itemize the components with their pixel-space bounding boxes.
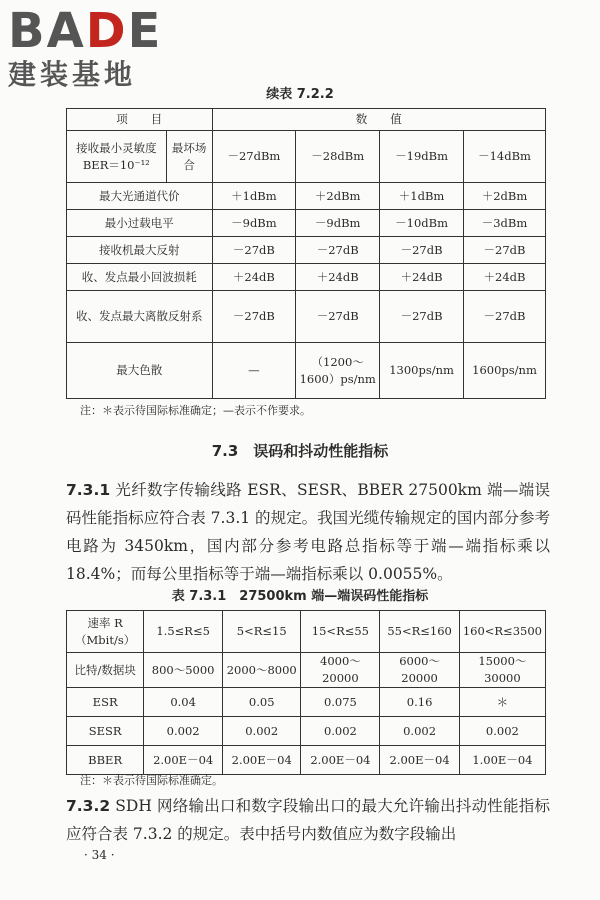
table-cell: 2000～8000	[222, 653, 300, 688]
table-cell: 55<R≤160	[380, 611, 459, 653]
section-heading: 7.3 误码和抖动性能指标	[211, 442, 389, 460]
table-cell: （1200～1600）ps/nm	[296, 343, 380, 399]
table-cell: 收、发点最大离散反射系	[67, 291, 213, 343]
table-cell: －27dB	[464, 291, 546, 343]
table-cell: 2.00E－04	[222, 746, 300, 775]
table-cell: 0.16	[380, 688, 459, 717]
table-cell: 0.002	[301, 717, 380, 746]
table-row	[67, 343, 546, 399]
table-cell: －27dB	[212, 291, 296, 343]
table2	[66, 610, 546, 775]
table-cell: 1300ps/nm	[380, 343, 464, 399]
logo-subtitle: 建装基地	[8, 58, 137, 91]
table-cell: －28dBm	[296, 131, 380, 183]
table-cell: －27dB	[212, 237, 296, 264]
page-number: · 34 ·	[84, 848, 115, 862]
table-row	[67, 183, 546, 210]
table-row	[67, 688, 546, 717]
table-cell: 接收最小灵敏度BER＝10⁻¹²	[67, 131, 167, 183]
clause-number: 7.3.1	[66, 481, 111, 499]
table-row	[67, 237, 546, 264]
table-cell: 0.002	[459, 717, 545, 746]
table-cell: ＋24dB	[296, 264, 380, 291]
table-cell: 0.002	[144, 717, 223, 746]
table-row	[67, 264, 546, 291]
brand-logo	[8, 3, 178, 92]
table-cell: －27dB	[296, 291, 380, 343]
paragraph-text: 光纤数字传输线路 ESR、SESR、BBER 27500km 端—端误码性能指标应符合表 7.3.1 的规定。我国光缆传输规定的国内部分参考电路为 3450km，国内部分参考电路总指标等于端—端指标乘以 18.4%；而每公里指标等于端—端指标乘以 0.0055%。	[66, 481, 550, 583]
table-cell: 0.002	[380, 717, 459, 746]
table-cell: ＊	[459, 688, 545, 717]
table-cell: ESR	[67, 688, 144, 717]
table-row	[67, 291, 546, 343]
table-row	[67, 109, 546, 131]
table1-caption: 续表 7.2.2	[266, 87, 334, 102]
table-cell: －9dBm	[296, 210, 380, 237]
table-cell: ＋1dBm	[380, 183, 464, 210]
paragraph-text: SDH 网络输出口和数字段输出口的最大允许输出抖动性能指标应符合表 7.3.2 的规定。表中括号内数值应为数字段输出	[66, 797, 550, 843]
table-cell: 800～5000	[144, 653, 223, 688]
table-cell: －27dBm	[212, 131, 296, 183]
table-cell: －27dB	[380, 291, 464, 343]
table-cell: ＋1dBm	[212, 183, 296, 210]
table-cell: －27dB	[464, 237, 546, 264]
table-cell: BBER	[67, 746, 144, 775]
table-row	[67, 717, 546, 746]
table2-caption: 表 7.3.1 27500km 端—端误码性能指标	[171, 589, 429, 604]
table1	[66, 108, 546, 399]
table-cell: 4000～20000	[301, 653, 380, 688]
table-cell: 速率 R（Mbit/s）	[67, 611, 144, 653]
table-cell: 最大色散	[67, 343, 213, 399]
paragraph-7-3-2	[66, 792, 550, 848]
table1-header-item: 项 目	[67, 109, 213, 131]
table-cell: －3dBm	[464, 210, 546, 237]
table-cell: 0.04	[144, 688, 223, 717]
table-cell: 1600ps/nm	[464, 343, 546, 399]
logo-wordmark: BADE	[8, 3, 163, 59]
table-cell: －27dB	[380, 237, 464, 264]
table-cell: 最坏场合	[166, 131, 212, 183]
table-cell: －27dB	[296, 237, 380, 264]
table-cell: 2.00E－04	[380, 746, 459, 775]
table-cell: 1.5≤R≤5	[144, 611, 223, 653]
table-cell: 0.05	[222, 688, 300, 717]
table-row	[67, 131, 546, 183]
table-cell: ＋24dB	[212, 264, 296, 291]
table1-header-value: 数 值	[212, 109, 546, 131]
table-cell: 1.00E－04	[459, 746, 545, 775]
table-cell: －9dBm	[212, 210, 296, 237]
table-row	[67, 611, 546, 653]
table-cell: －14dBm	[464, 131, 546, 183]
table-cell: 2.00E－04	[144, 746, 223, 775]
table-cell: 收、发点最小回波损耗	[67, 264, 213, 291]
table-cell: 15000～30000	[459, 653, 545, 688]
table-cell: 2.00E－04	[301, 746, 380, 775]
table-cell: 接收机最大反射	[67, 237, 213, 264]
table-cell: －10dBm	[380, 210, 464, 237]
table-cell: 0.002	[222, 717, 300, 746]
table-row	[67, 746, 546, 775]
table1-note: 注：＊表示待国际标准确定；—表示不作要求。	[80, 404, 311, 417]
table-cell: 最小过载电平	[67, 210, 213, 237]
table-cell: 最大光通道代价	[67, 183, 213, 210]
table-cell: ＋24dB	[380, 264, 464, 291]
table-cell: 0.075	[301, 688, 380, 717]
table-cell: ＋2dBm	[464, 183, 546, 210]
paragraph-7-3-1	[66, 476, 550, 588]
table-cell: —	[212, 343, 296, 399]
table-row	[67, 210, 546, 237]
table2-note: 注：＊表示待国际标准确定。	[80, 774, 223, 787]
table-row	[67, 653, 546, 688]
table-cell: ＋24dB	[464, 264, 546, 291]
table-cell: －19dBm	[380, 131, 464, 183]
table-cell: 5<R≤15	[222, 611, 300, 653]
table-cell: 15<R≤55	[301, 611, 380, 653]
table-cell: ＋2dBm	[296, 183, 380, 210]
table-cell: 160<R≤3500	[459, 611, 545, 653]
clause-number: 7.3.2	[66, 797, 111, 815]
table-cell: SESR	[67, 717, 144, 746]
table-cell: 比特/数据块	[67, 653, 144, 688]
table-cell: 6000～20000	[380, 653, 459, 688]
